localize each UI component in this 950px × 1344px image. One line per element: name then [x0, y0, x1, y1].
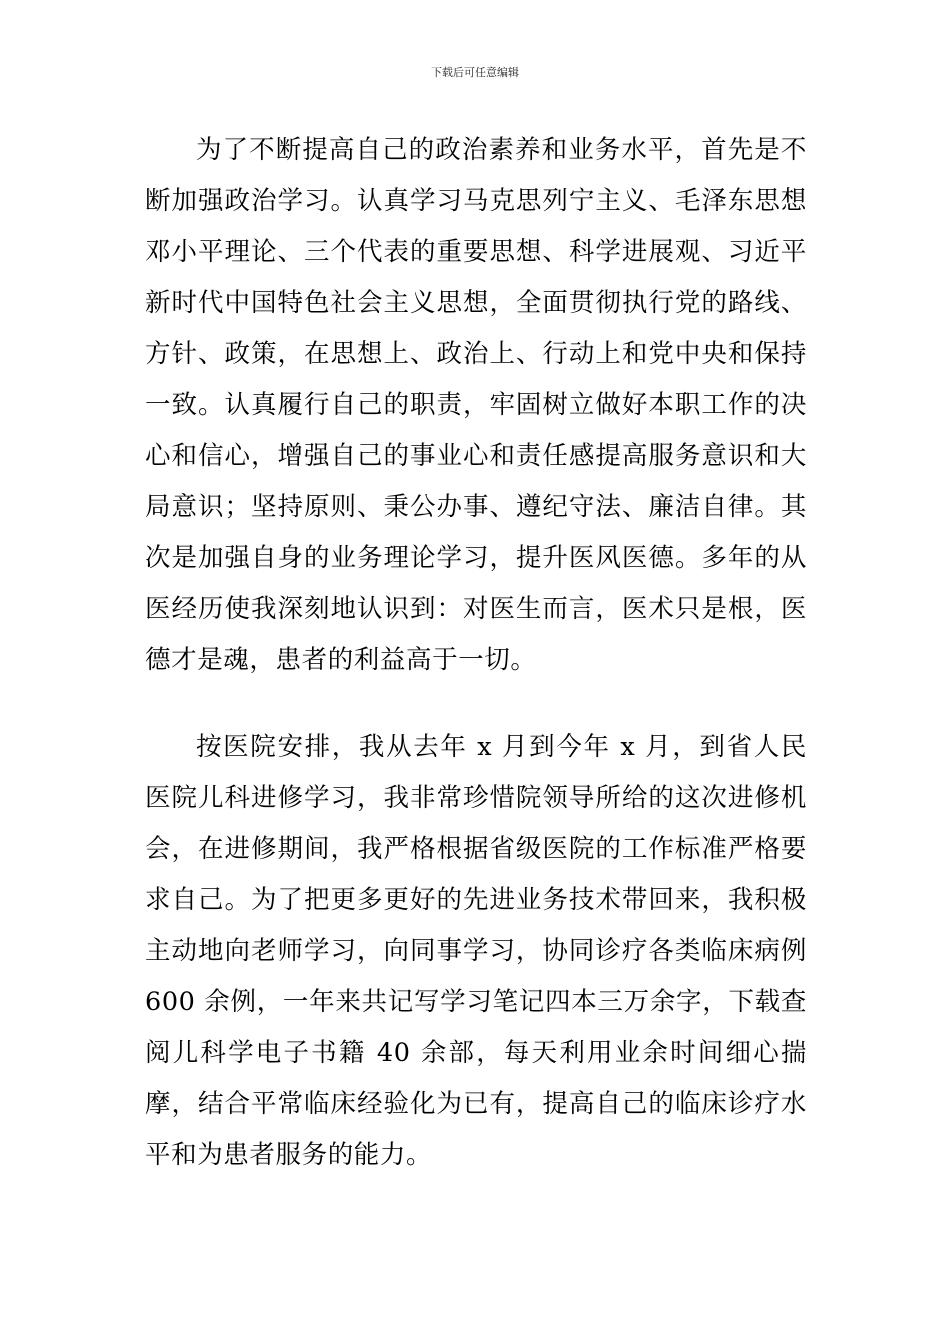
paragraph-hospital-training: 按医院安排，我从去年 x 月到今年 x 月，到省人民医院儿科进修学习，我非常珍惜院领导所给的这次进修机会，在进修期间，我严格根据省级医院的工作标准严格要求自己。为了把更多更好的先进业务技术带回来，我积极主动地向老师学习，向同事学习，协同诊疗各类临床病例 600 余例，一年来共记写学习笔记四本三万余字，下载查阅儿科学电子书籍 40 余部，每天利用业余时间细心揣摩，结合平常临床经验化为已有，提高自己的临床诊疗水平和为患者服务的能力。 — [145, 732, 807, 1170]
page-header-note: 下载后可任意编辑 — [431, 66, 519, 79]
paragraph-political-study: 为了不断提高自己的政治素养和业务水平，首先是不断加强政治学习。认真学习马克思列宁主义、毛泽东思想邓小平理论、三个代表的重要思想、科学进展观、习近平新时代中国特色社会主义思想，全面贯彻执行党的路线、方针、政策，在思想上、政治上、行动上和党中央和保持一致。认真履行自己的职责，牢固树立做好本职工作的决心和信心，增强自己的事业心和责任感提高服务意识和大局意识；坚持原则、秉公办事、遵纪守法、廉洁自律。其次是加强自身的业务理论学习，提升医风医德。多年的从医经历使我深刻地认识到：对医生而言，医术只是根，医德才是魂，患者的利益高于一切。 — [145, 135, 807, 675]
